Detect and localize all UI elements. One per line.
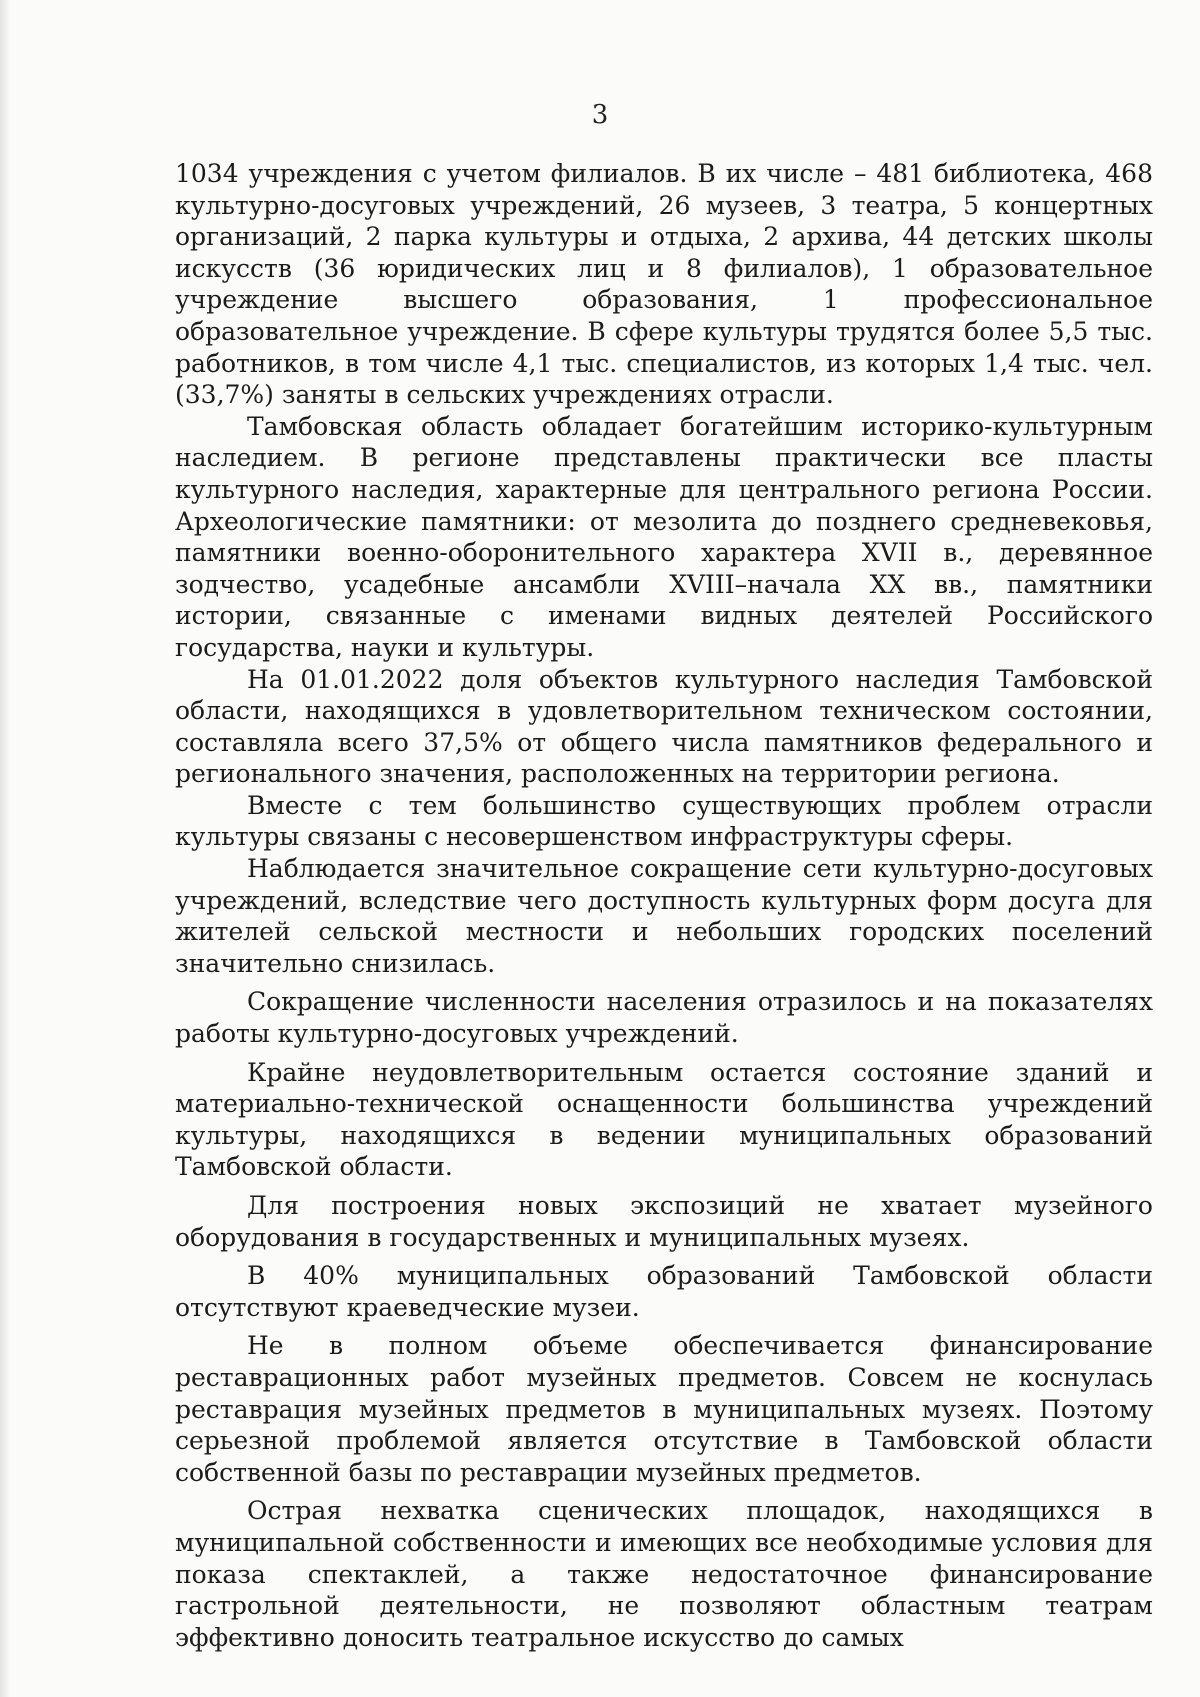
paragraph-heritage: Тамбовская область обладает богатейшим историко-культурным наследием. В регионе представлены практически все пласты культурного наследия, характерные для центрального региона России. Археологические памятники: от мезолита до позднего средневековья, памятники военно-оборонительного характера XVII в., деревянное зодчество, усадебные ансамбли XVIII–начала XX вв., памятники истории, связанные с именами видных деятелей Российского государства, науки и культуры. [175, 411, 1153, 662]
paragraph-restoration: Не в полном объеме обеспечивается финансирование реставрационных работ музейных предметов. Совсем не коснулась реставрация музейных предметов в муниципальных музеях. Поэтому серьезной проблемой является отсутствие в Тамбовской области собственной базы по реставрации музейных предметов. [175, 1331, 1153, 1487]
paragraph-infrastructure: Вместе с тем большинство существующих проблем отрасли культуры связаны с несовершенством инфраструктуры сферы. [175, 790, 1153, 852]
paragraph-monuments-condition: На 01.01.2022 доля объектов культурного наследия Тамбовской области, находящихся в удовлетворительном техническом состоянии, составляла всего 37,5% от общего числа памятников федерального и регионального значения, расположенных на территории региона. [175, 664, 1153, 789]
paragraph-population: Сокращение численности населения отразилось и на показателях работы культурно-досуговых учреждений. [175, 987, 1153, 1049]
page-number: 3 [591, 100, 609, 130]
scan-edge [0, 0, 10, 1697]
paragraph-buildings: Крайне неудовлетворительным остается состояние зданий и материально-технической оснащенности большинства учреждений культуры, находящихся в ведении муниципальных образований Тамбовской области. [175, 1057, 1153, 1182]
paragraph-institutions: 1034 учреждения с учетом филиалов. В их числе – 481 библиотека, 468 культурно-досуговых учреждений, 26 музеев, 3 театра, 5 концертных организаций, 2 парка культуры и отдыха, 2 архива, 44 детских школы искусств (36 юридических лиц и 8 филиалов), 1 образовательное учреждение высшего образования, 1 профессиональное образовательное учреждение. В сфере культуры трудятся более 5,5 тыс. работников, в том числе 4,1 тыс. специалистов, из которых 1,4 тыс. чел. (33,7%) заняты в сельских учреждениях отрасли. [175, 159, 1153, 410]
paragraph-theatres: Острая нехватка сценических площадок, находящихся в муниципальной собственности и имеющих все необходимые условия для показа спектаклей, а также недостаточное финансирование гастрольной деятельности, не позволяют областным театрам эффективно доносить театральное искусство до самых [175, 1496, 1153, 1652]
paragraph-local-museums: В 40% муниципальных образований Тамбовской области отсутствуют краеведческие музеи. [175, 1261, 1153, 1322]
paragraph-museum-equipment: Для построения новых экспозиций не хватает музейного оборудования в государственных и муниципальных музеях. [175, 1191, 1153, 1252]
paragraph-network-reduction: Наблюдается значительное сокращение сети культурно-досуговых учреждений, вследствие чего доступность культурных форм досуга для жителей сельской местности и небольших городских поселений значительно снизилась. [175, 854, 1153, 978]
document-body [175, 158, 1153, 1653]
